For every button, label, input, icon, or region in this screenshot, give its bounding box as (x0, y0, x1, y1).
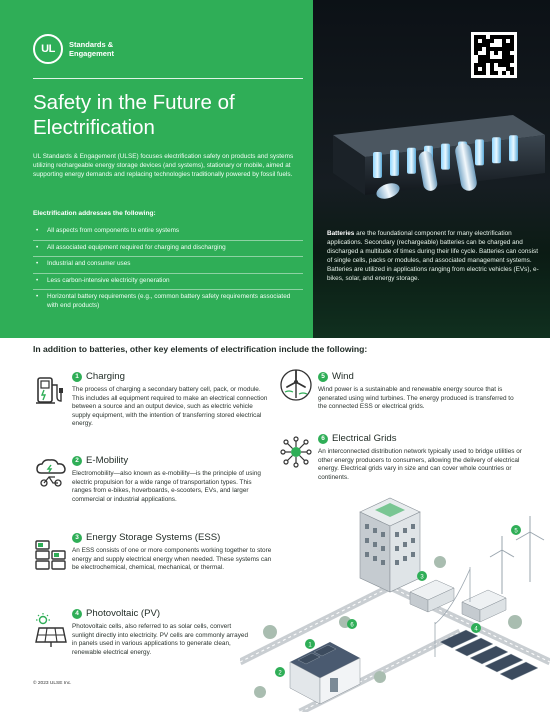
battery-cell (390, 150, 399, 176)
intro-paragraph: UL Standards & Engagement (ULSE) focuses electrification safety on products and systems utilizing rechargeable energy storage devices (and systems), stationary or mobile, aimed at supporting energy demands and replacing technologies traditionally powered by fossil fuels. (33, 153, 294, 178)
list-item: • Less carbon-intensive electricity generation (33, 274, 303, 291)
element-description: An interconnected distribution network typically used to bridge utilities or other energy producers to consumers, allowing the delivery of electrical energy. Electrical grids vary in size and can cover whole countries or continents. (318, 448, 522, 481)
element-description: Photovoltaic cells, also referred to as solar cells, convert sunlight directly into electricity. PV cells are commonly arrayed in panels used in various applications to generate clean, renewable electrical energy. (72, 623, 249, 656)
marker-1: 1 (308, 642, 312, 649)
number-badge: 5 (318, 372, 328, 382)
ulse-logo (33, 34, 129, 64)
battery-cell (441, 144, 450, 170)
element-description: Electromobility—also known as e-mobility—is the principle of using electric propulsion for a wide range of transportation types. This ranges from e-bikes, hoverboards, e-scooters, EVs, and larger commercial or industrial applications. (72, 470, 261, 503)
element-description: Wind power is a sustainable and renewable energy source that is generated using wind turbines. The energy produced is transferred to the connected ESS or electrical grids. (318, 386, 514, 411)
battery-cell (492, 137, 501, 163)
logo-text: Standards & Engagement (69, 40, 115, 58)
list-item: • All aspects from components to entire systems (33, 224, 303, 241)
page-title: Safety in the Future of Electrification (33, 91, 235, 139)
intro-panel (0, 0, 313, 338)
office-building (360, 498, 420, 592)
batteries-text: are the foundational component for many electrification applications. Secondary (rechargeable) batteries can be charged and discharged a multitude of times during their life cycle. Batteries can consist of single cells, packs or modules, and associated management systems. Batteries are utilized in applications ranging from electric vehicles (EVs), e-bikes, solar, and energy storage. (327, 230, 539, 282)
element-title: Electrical Grids (332, 433, 397, 444)
divider (33, 78, 303, 79)
batteries-panel (313, 0, 550, 338)
solar-farm (440, 630, 538, 680)
copyright: © 2023 ULSE Inc. (33, 681, 72, 686)
addresses-heading: Electrification addresses the following: (33, 210, 156, 217)
element-wind (318, 366, 523, 412)
element-description: The process of charging a secondary battery cell, pack, or module. This includes all equipment required to make an electrical connection between a source and an output device, such as electric vehicle supply equipment, with the intention of transferring stored electrical energy. (72, 386, 268, 428)
battery-module-illustration (313, 95, 550, 215)
element-title: Charging (86, 371, 125, 382)
top-section (0, 0, 550, 338)
element-description: An ESS consists of one or more components working together to store energy and supply electrical energy when needed. These systems can be electrochemical, chemical, mechanical, or thermal. (72, 547, 272, 572)
e-mobility-cloud-icon (33, 457, 69, 491)
battery-cell (373, 152, 382, 178)
ev-charger-icon (33, 373, 67, 407)
battery-cell (509, 135, 518, 161)
marker-4: 4 (474, 626, 478, 633)
marker-2: 2 (278, 670, 282, 677)
element-title: Wind (332, 371, 354, 382)
number-badge: 4 (72, 609, 82, 619)
marker-5: 5 (514, 528, 518, 535)
number-badge: 2 (72, 456, 82, 466)
element-title: Energy Storage Systems (ESS) (86, 532, 221, 543)
city-illustration (240, 472, 550, 712)
battery-cell (407, 148, 416, 174)
grid-network-icon (279, 435, 313, 469)
qr-code-icon[interactable] (471, 32, 517, 78)
battery-stack-icon (33, 537, 69, 571)
house (290, 642, 360, 704)
elements-heading: In addition to batteries, other key elements of electrification include the following: (33, 344, 368, 354)
list-item: • All associated equipment required for charging and discharging (33, 241, 303, 258)
marker-3: 3 (420, 574, 424, 581)
element-charging (72, 366, 272, 429)
solar-panel-icon (33, 612, 69, 648)
number-badge: 3 (72, 533, 82, 543)
list-item: • Industrial and consumer uses (33, 257, 303, 274)
battery-cell (475, 139, 484, 165)
list-item: • Horizontal battery requirements (e.g., common battery safety requirements associated with end products) (33, 290, 303, 314)
batteries-lead: Batteries (327, 230, 355, 237)
marker-6: 6 (350, 622, 354, 629)
element-photovoltaic (72, 603, 252, 657)
batteries-paragraph (327, 230, 542, 283)
number-badge: 1 (72, 372, 82, 382)
element-title: Photovoltaic (PV) (86, 608, 161, 619)
wind-turbine-icon (279, 368, 313, 404)
ul-logo-mark: UL (33, 34, 63, 64)
element-title: E-Mobility (86, 455, 129, 466)
addresses-list (33, 224, 303, 315)
number-badge: 6 (318, 434, 328, 444)
